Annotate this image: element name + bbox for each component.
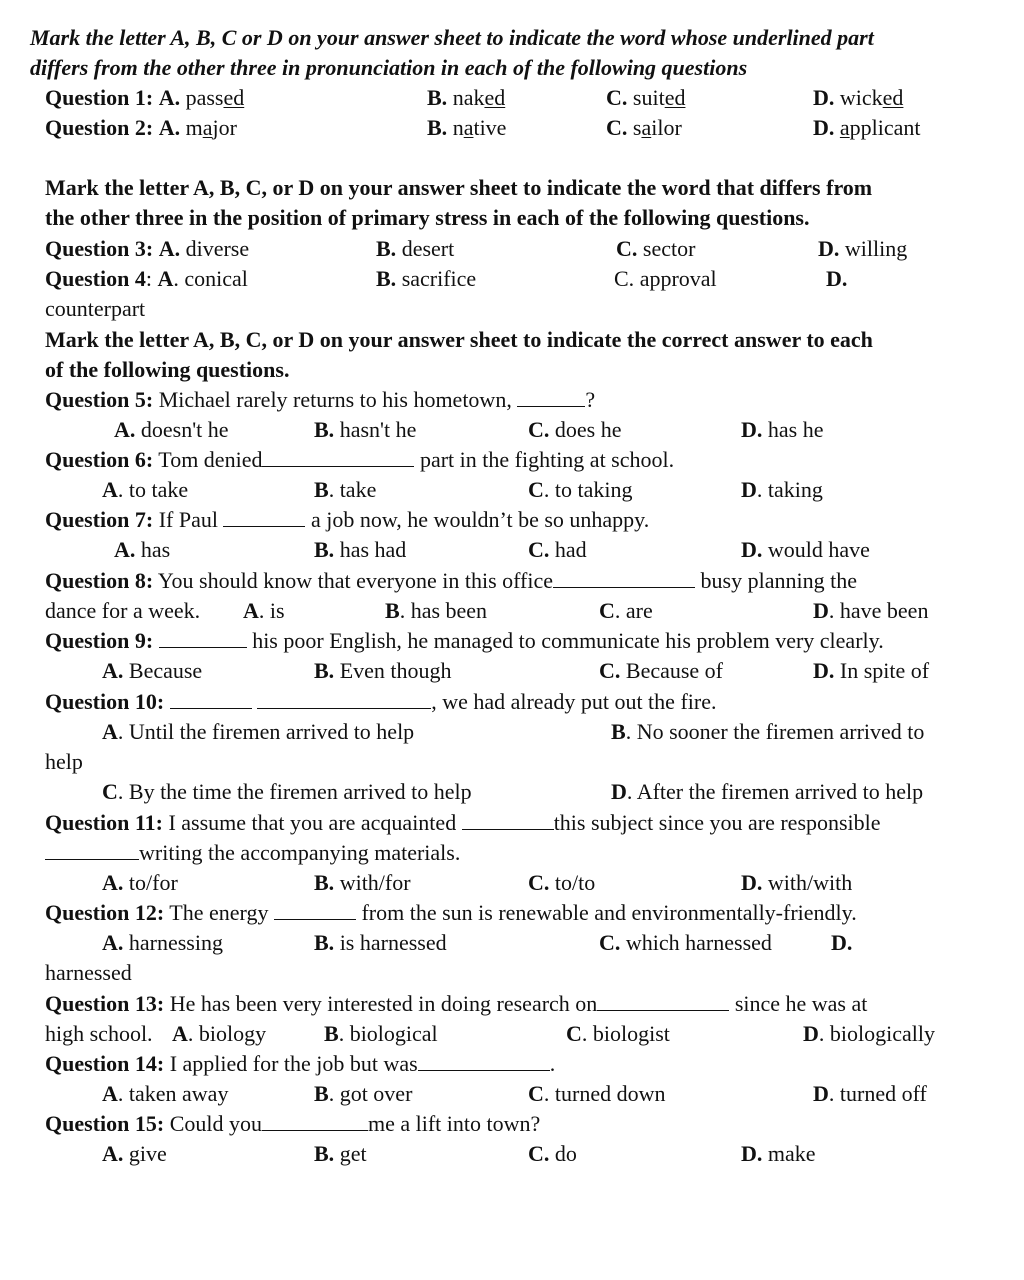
question-3: Question 3: A. diverse xyxy=(45,236,250,261)
option-a: passed xyxy=(185,85,245,110)
question-13-option-c: C. biologist xyxy=(566,1021,670,1046)
question-8-stem-line-2: dance for a week. xyxy=(45,598,201,623)
question-10-option-b: B. No sooner the firemen arrived to xyxy=(611,719,925,744)
section-1-instruction-line-2: differs from the other three in pronunciation in each of the following questions xyxy=(30,55,748,80)
question-9-stem: Question 9: his poor English, he managed to communicate his problem very clearly. xyxy=(45,628,884,653)
question-8-option-c: C. are xyxy=(599,598,653,623)
question-11-option-d: D. with/with xyxy=(741,870,853,895)
question-4-option-d-text: counterpart xyxy=(45,296,146,321)
question-8-option-a: A. is xyxy=(243,598,285,623)
question-15-stem: Question 15: Could you me a lift into town? xyxy=(45,1111,541,1136)
question-15-option-a: A. give xyxy=(102,1141,167,1166)
question-7-option-d: D. would have xyxy=(741,537,870,562)
question-5-option-b: B. hasn't he xyxy=(314,417,417,442)
question-14-option-c: C. turned down xyxy=(528,1081,666,1106)
section-2-instruction-line-2: the other three in the position of primary stress in each of the following questions. xyxy=(45,205,810,230)
question-15-option-c: C. do xyxy=(528,1141,577,1166)
question-11-option-a: A. to/for xyxy=(102,870,178,895)
question-8-stem: Question 8: You should know that everyone in this office busy planning the xyxy=(45,568,857,593)
question-12-option-d-letter: D. xyxy=(831,930,853,955)
question-4-option-b: B. sacrifice xyxy=(376,266,477,291)
question-13-stem-line-2: high school. xyxy=(45,1021,153,1046)
question-9-option-d: D. In spite of xyxy=(813,658,930,683)
question-6-option-a: A. to take xyxy=(102,477,189,502)
question-13-option-d: D. biologically xyxy=(803,1021,935,1046)
section-3-instruction-line-2: of the following questions. xyxy=(45,357,290,382)
question-8-option-d: D. have been xyxy=(813,598,929,623)
question-3-option-d: D. willing xyxy=(818,236,908,261)
question-4: Question 4: A. conical xyxy=(45,266,248,291)
question-label: Question 1: xyxy=(45,85,154,110)
question-14-option-a: A. taken away xyxy=(102,1081,229,1106)
question-2-option-c: C. sailor xyxy=(606,115,682,140)
question-9-option-c: C. Because of xyxy=(599,658,724,683)
question-15-option-d: D. make xyxy=(741,1141,816,1166)
question-1-option-b: B. naked xyxy=(427,85,506,110)
question-2: Question 2: A. major xyxy=(45,115,237,140)
question-11-option-b: B. with/for xyxy=(314,870,411,895)
question-13-option-b: B. biological xyxy=(324,1021,438,1046)
question-7-stem: Question 7: If Paul a job now, he wouldn’t be so unhappy. xyxy=(45,507,650,532)
question-7-option-a: A. has xyxy=(114,537,171,562)
question-7-option-b: B. has had xyxy=(314,537,407,562)
question-6-option-b: B. take xyxy=(314,477,377,502)
question-3-option-c: C. sector xyxy=(616,236,696,261)
question-1-option-c: C. suited xyxy=(606,85,686,110)
question-11-stem-line-2: writing the accompanying materials. xyxy=(45,839,460,867)
question-6-option-d: D. taking xyxy=(741,477,823,502)
question-1-option-d: D. wicked xyxy=(813,85,904,110)
question-12-stem: Question 12: The energy from the sun is renewable and environmentally-friendly. xyxy=(45,900,857,925)
question-11-option-c: C. to/to xyxy=(528,870,596,895)
question-7-option-c: C. had xyxy=(528,537,587,562)
question-15-option-b: B. get xyxy=(314,1141,367,1166)
question-13-stem: Question 13: He has been very interested in doing research on since he was at xyxy=(45,991,868,1016)
question-10-option-a: A. Until the firemen arrived to help xyxy=(102,719,415,744)
question-13-option-a: A. biology xyxy=(172,1021,267,1046)
section-3-instruction-line-1: Mark the letter A, B, C, or D on your answer sheet to indicate the correct answer to each xyxy=(45,327,873,352)
section-2-instruction-line-1: Mark the letter A, B, C, or D on your answer sheet to indicate the word that differs from xyxy=(45,175,873,200)
question-12-option-a: A. harnessing xyxy=(102,930,223,955)
question-4-option-d-letter: D. xyxy=(826,266,848,291)
question-12-option-d-text: harnessed xyxy=(45,960,132,985)
question-9-option-b: B. Even though xyxy=(314,658,452,683)
question-6-option-c: C. to taking xyxy=(528,477,633,502)
option-a: major xyxy=(185,115,237,140)
question-5-option-a: A. doesn't he xyxy=(114,417,229,442)
question-1: Question 1: A. passed xyxy=(45,85,245,110)
section-1-instruction-line-1: Mark the letter A, B, C or D on your answer sheet to indicate the word whose underlined part xyxy=(30,25,874,50)
question-10-option-c: C. By the time the firemen arrived to help xyxy=(102,779,472,804)
question-14-option-b: B. got over xyxy=(314,1081,413,1106)
question-5-stem: Question 5: Michael rarely returns to his hometown, ? xyxy=(45,387,596,412)
question-12-option-b: B. is harnessed xyxy=(314,930,447,955)
question-10-option-d: D. After the firemen arrived to help xyxy=(611,779,924,804)
question-2-option-b: B. native xyxy=(427,115,507,140)
question-9-option-a: A. Because xyxy=(102,658,203,683)
question-14-stem: Question 14: I applied for the job but was . xyxy=(45,1051,556,1076)
question-12-option-c: C. which harnessed xyxy=(599,930,772,955)
question-11-stem: Question 11: I assume that you are acquainted this subject since you are responsible xyxy=(45,810,881,835)
question-3-option-b: B. desert xyxy=(376,236,455,261)
question-4-option-c: C. approval xyxy=(614,266,717,291)
question-6-stem: Question 6: Tom denied part in the fighting at school. xyxy=(45,447,675,472)
question-5-option-c: C. does he xyxy=(528,417,622,442)
question-10-option-b-cont: help xyxy=(45,749,83,774)
question-14-option-d: D. turned off xyxy=(813,1081,927,1106)
question-2-option-d: D. applicant xyxy=(813,115,921,140)
question-8-option-b: B. has been xyxy=(385,598,488,623)
question-5-option-d: D. has he xyxy=(741,417,824,442)
question-10-stem: Question 10: , we had already put out the fire. xyxy=(45,689,717,714)
